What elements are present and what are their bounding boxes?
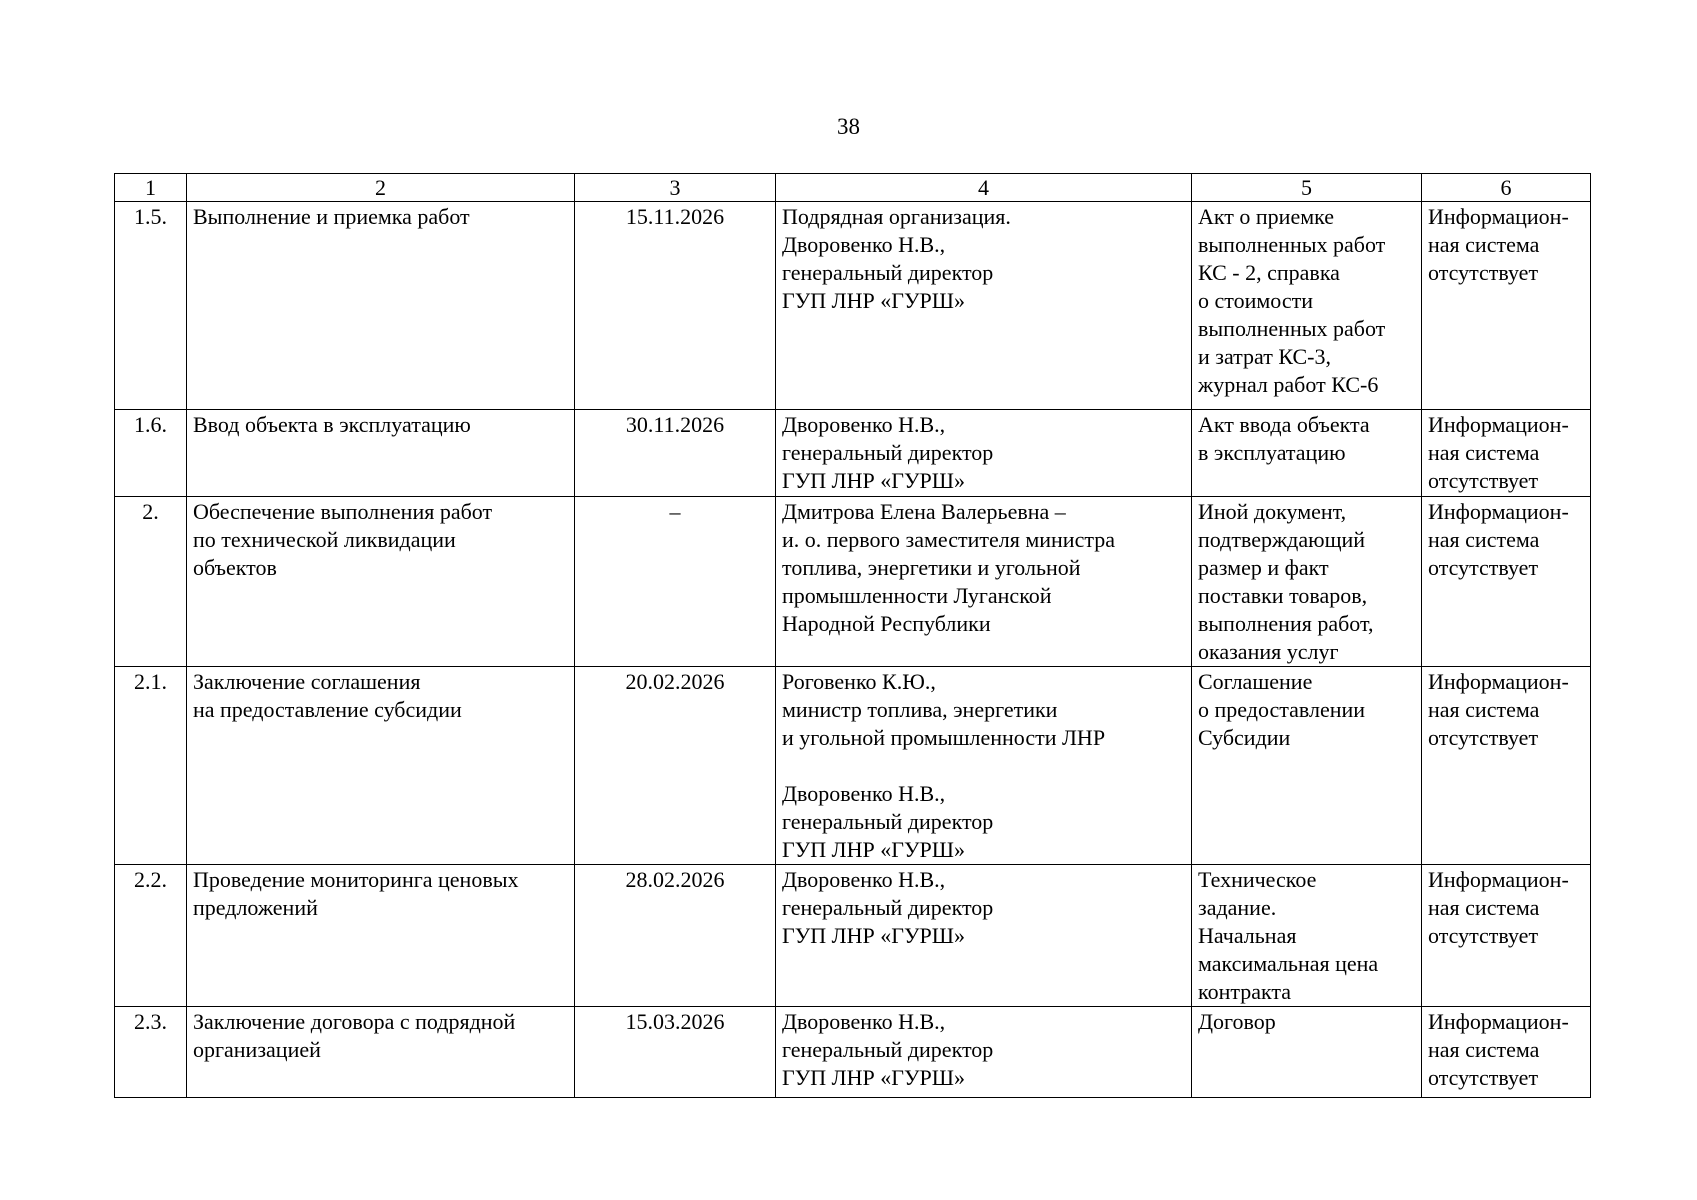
cell-line: Выполнение и приемка работ: [193, 204, 470, 229]
document-cell: [1192, 865, 1422, 1007]
column-header: 3: [575, 174, 776, 202]
responsible-cell: [776, 202, 1192, 410]
responsible-cell: [776, 1007, 1192, 1098]
system-cell: [1422, 667, 1591, 865]
system-cell: [1422, 1007, 1591, 1098]
system-cell: [1422, 410, 1591, 497]
cell-line: генеральный директор: [782, 1037, 994, 1062]
table-header-row: [115, 174, 1591, 202]
cell-line: Соглашение: [1198, 669, 1313, 694]
table-row: [115, 865, 1591, 1007]
cell-line: ГУП ЛНР «ГУРШ»: [782, 288, 965, 313]
cell-line: генеральный директор: [782, 440, 994, 465]
blank-line: [782, 752, 1185, 780]
cell-line: Начальная: [1198, 923, 1297, 948]
table-row: [115, 410, 1591, 497]
cell-line: и угольной промышленности ЛНР: [782, 725, 1106, 750]
cell-line: ная система: [1428, 697, 1540, 722]
cell-line: Заключение договора с подрядной: [193, 1009, 516, 1034]
cell-line: и. о. первого заместителя министра: [782, 527, 1115, 552]
cell-line: КС - 2, справка: [1198, 260, 1340, 285]
row-number-cell: 2.1.: [115, 667, 187, 865]
column-header: 5: [1192, 174, 1422, 202]
system-cell: [1422, 202, 1591, 410]
cell-line: генеральный директор: [782, 809, 994, 834]
cell-line: подтверждающий: [1198, 527, 1366, 552]
cell-line: в эксплуатацию: [1198, 440, 1346, 465]
page-number: 38: [837, 114, 860, 139]
date-cell: 15.11.2026: [575, 202, 776, 410]
row-number-cell: 1.6.: [115, 410, 187, 497]
row-number-cell: 1.5.: [115, 202, 187, 410]
cell-line: ная система: [1428, 1037, 1540, 1062]
table-row: [115, 202, 1591, 410]
date-cell: –: [575, 497, 776, 667]
cell-line: генеральный директор: [782, 260, 994, 285]
date-cell: 20.02.2026: [575, 667, 776, 865]
cell-line: Дворовенко Н.В.,: [782, 1009, 946, 1034]
cell-line: ная система: [1428, 527, 1540, 552]
cell-line: отсутствует: [1428, 260, 1539, 285]
cell-line: отсутствует: [1428, 725, 1539, 750]
cell-line: ГУП ЛНР «ГУРШ»: [782, 468, 965, 493]
cell-line: выполненных работ: [1198, 316, 1386, 341]
cell-line: отсутствует: [1428, 923, 1539, 948]
cell-line: контракта: [1198, 979, 1292, 1004]
cell-line: ная система: [1428, 232, 1540, 257]
cell-line: задание.: [1198, 895, 1277, 920]
cell-line: Информацион-: [1428, 412, 1569, 437]
cell-line: оказания услуг: [1198, 639, 1339, 664]
task-cell: [187, 410, 575, 497]
schedule-table: [114, 173, 1591, 1098]
cell-line: Дворовенко Н.В.,: [782, 232, 946, 257]
task-cell: [187, 497, 575, 667]
cell-line: предложений: [193, 895, 318, 920]
cell-line: по технической ликвидации: [193, 527, 456, 552]
cell-line: отсутствует: [1428, 468, 1539, 493]
cell-line: и затрат КС-3,: [1198, 344, 1331, 369]
column-header: 2: [187, 174, 575, 202]
responsible-cell: [776, 865, 1192, 1007]
cell-line: Акт о приемке: [1198, 204, 1335, 229]
cell-line: топлива, энергетики и угольной: [782, 555, 1081, 580]
cell-line: Дмитрова Елена Валерьевна –: [782, 499, 1066, 524]
cell-line: Информацион-: [1428, 204, 1569, 229]
cell-line: министр топлива, энергетики: [782, 697, 1058, 722]
cell-line: Заключение соглашения: [193, 669, 421, 694]
system-cell: [1422, 865, 1591, 1007]
cell-line: Дворовенко Н.В.,: [782, 781, 946, 806]
cell-line: объектов: [193, 555, 277, 580]
responsible-cell: [776, 667, 1192, 865]
document-cell: [1192, 202, 1422, 410]
cell-line: ГУП ЛНР «ГУРШ»: [782, 923, 965, 948]
row-number-cell: 2.3.: [115, 1007, 187, 1098]
cell-line: Субсидии: [1198, 725, 1291, 750]
cell-line: Договор: [1198, 1009, 1276, 1034]
cell-line: генеральный директор: [782, 895, 994, 920]
cell-line: Акт ввода объекта: [1198, 412, 1370, 437]
cell-line: Обеспечение выполнения работ: [193, 499, 493, 524]
row-number-cell: 2.2.: [115, 865, 187, 1007]
cell-line: Техническое: [1198, 867, 1317, 892]
cell-line: Иной документ,: [1198, 499, 1347, 524]
column-header: 1: [115, 174, 187, 202]
column-header: 4: [776, 174, 1192, 202]
cell-line: Информацион-: [1428, 867, 1569, 892]
cell-line: журнал работ КС-6: [1198, 372, 1379, 397]
date-cell: 30.11.2026: [575, 410, 776, 497]
cell-line: Информацион-: [1428, 499, 1569, 524]
cell-line: ная система: [1428, 440, 1540, 465]
table-row: [115, 1007, 1591, 1098]
cell-line: о предоставлении: [1198, 697, 1366, 722]
cell-line: Дворовенко Н.В.,: [782, 412, 946, 437]
cell-line: промышленности Луганской: [782, 583, 1052, 608]
cell-line: выполненных работ: [1198, 232, 1386, 257]
cell-line: поставки товаров,: [1198, 583, 1368, 608]
system-cell: [1422, 497, 1591, 667]
cell-line: отсутствует: [1428, 555, 1539, 580]
cell-line: Информацион-: [1428, 669, 1569, 694]
date-cell: 28.02.2026: [575, 865, 776, 1007]
cell-line: Информацион-: [1428, 1009, 1569, 1034]
cell-line: ГУП ЛНР «ГУРШ»: [782, 837, 965, 862]
cell-line: Проведение мониторинга ценовых: [193, 867, 519, 892]
task-cell: [187, 1007, 575, 1098]
cell-line: Дворовенко Н.В.,: [782, 867, 946, 892]
column-header: 6: [1422, 174, 1591, 202]
row-number-cell: 2.: [115, 497, 187, 667]
cell-line: размер и факт: [1198, 555, 1329, 580]
document-cell: [1192, 1007, 1422, 1098]
document-cell: [1192, 667, 1422, 865]
cell-line: о стоимости: [1198, 288, 1313, 313]
table-row: [115, 497, 1591, 667]
cell-line: максимальная цена: [1198, 951, 1379, 976]
date-cell: 15.03.2026: [575, 1007, 776, 1098]
task-cell: [187, 865, 575, 1007]
document-cell: [1192, 410, 1422, 497]
cell-line: отсутствует: [1428, 1065, 1539, 1090]
table-row: [115, 667, 1591, 865]
cell-line: Ввод объекта в эксплуатацию: [193, 412, 471, 437]
document-cell: [1192, 497, 1422, 667]
cell-line: ГУП ЛНР «ГУРШ»: [782, 1065, 965, 1090]
responsible-cell: [776, 497, 1192, 667]
cell-line: Подрядная организация.: [782, 204, 1011, 229]
cell-line: Роговенко К.Ю.,: [782, 669, 936, 694]
cell-line: на предоставление субсидии: [193, 697, 462, 722]
task-cell: [187, 202, 575, 410]
cell-line: выполнения работ,: [1198, 611, 1374, 636]
responsible-cell: [776, 410, 1192, 497]
task-cell: [187, 667, 575, 865]
cell-line: ная система: [1428, 895, 1540, 920]
cell-line: Народной Республики: [782, 611, 991, 636]
cell-line: организацией: [193, 1037, 321, 1062]
